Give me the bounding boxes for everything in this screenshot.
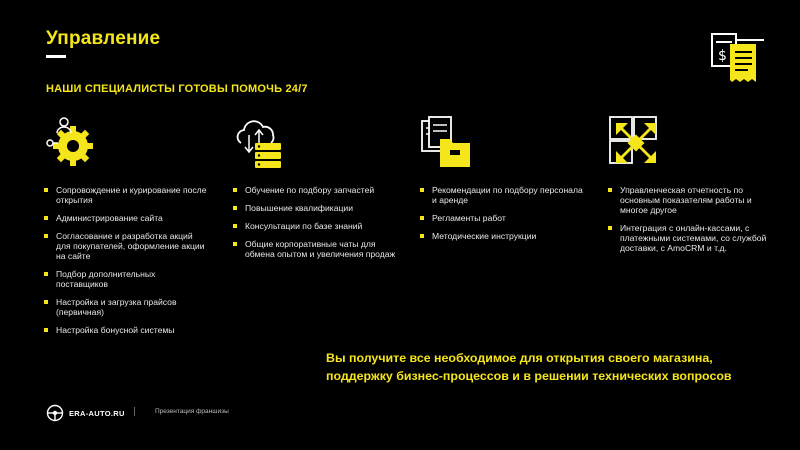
svg-text:$: $ — [718, 48, 727, 64]
list-item: Настройка бонусной системы — [44, 325, 209, 335]
list-item: Обучение по подбору запчастей — [233, 185, 398, 195]
service-column-support — [44, 115, 209, 343]
steering-wheel-icon — [46, 404, 64, 422]
list-item: Настройка и загрузка прайсов (первичная) — [44, 297, 209, 317]
list-item: Консультации по базе знаний — [233, 221, 398, 231]
documents-folder-icon — [420, 115, 474, 169]
list-item: Повышение квалификации — [233, 203, 398, 213]
puzzle-arrows-icon — [608, 115, 662, 169]
slide-title: Управление — [46, 28, 161, 49]
service-column-hr — [420, 115, 585, 249]
service-column-training — [233, 115, 398, 267]
logo-text: ERA-AUTO.RU — [69, 408, 125, 418]
cta-line-2: поддержку бизнес-процессов и в решении технических вопросов — [326, 369, 732, 383]
slide-subtitle: НАШИ СПЕЦИАЛИСТЫ ГОТОВЫ ПОМОЧЬ 24/7 — [46, 83, 308, 95]
list-item: Общие корпоративные чаты для обмена опытом и увеличения продаж — [233, 239, 398, 259]
cta-line-1: Вы получите все необходимое для открытия своего магазина, — [326, 351, 713, 365]
list-item: Согласование и разработка акций для покупателей, оформление акции на сайте — [44, 231, 209, 261]
list-item: Рекомендации по подбору персонала и аренде — [420, 185, 585, 205]
list-item: Сопровождение и курирование после открытия — [44, 185, 209, 205]
footer-caption: Презентация франшизы — [155, 408, 229, 415]
list-item: Управленческая отчетность по основным показателям работы и многое другое — [608, 185, 773, 215]
list-item: Интеграция с онлайн-кассами, с платежными системами, со службой доставки, с AmoCRM и т.д. — [608, 223, 773, 253]
gear-people-icon — [44, 115, 98, 169]
footer-logo — [46, 404, 125, 422]
title-underline — [46, 55, 66, 58]
footer-separator — [134, 407, 135, 416]
list-item: Подбор дополнительных поставщиков — [44, 269, 209, 289]
receipt-dollar-icon — [708, 30, 768, 86]
service-column-reporting — [608, 115, 773, 261]
list-item: Регламенты работ — [420, 213, 585, 223]
cloud-database-icon — [233, 115, 287, 169]
list-item: Администрирование сайта — [44, 213, 209, 223]
call-to-action-text — [326, 349, 766, 385]
list-item: Методические инструкции — [420, 231, 585, 241]
